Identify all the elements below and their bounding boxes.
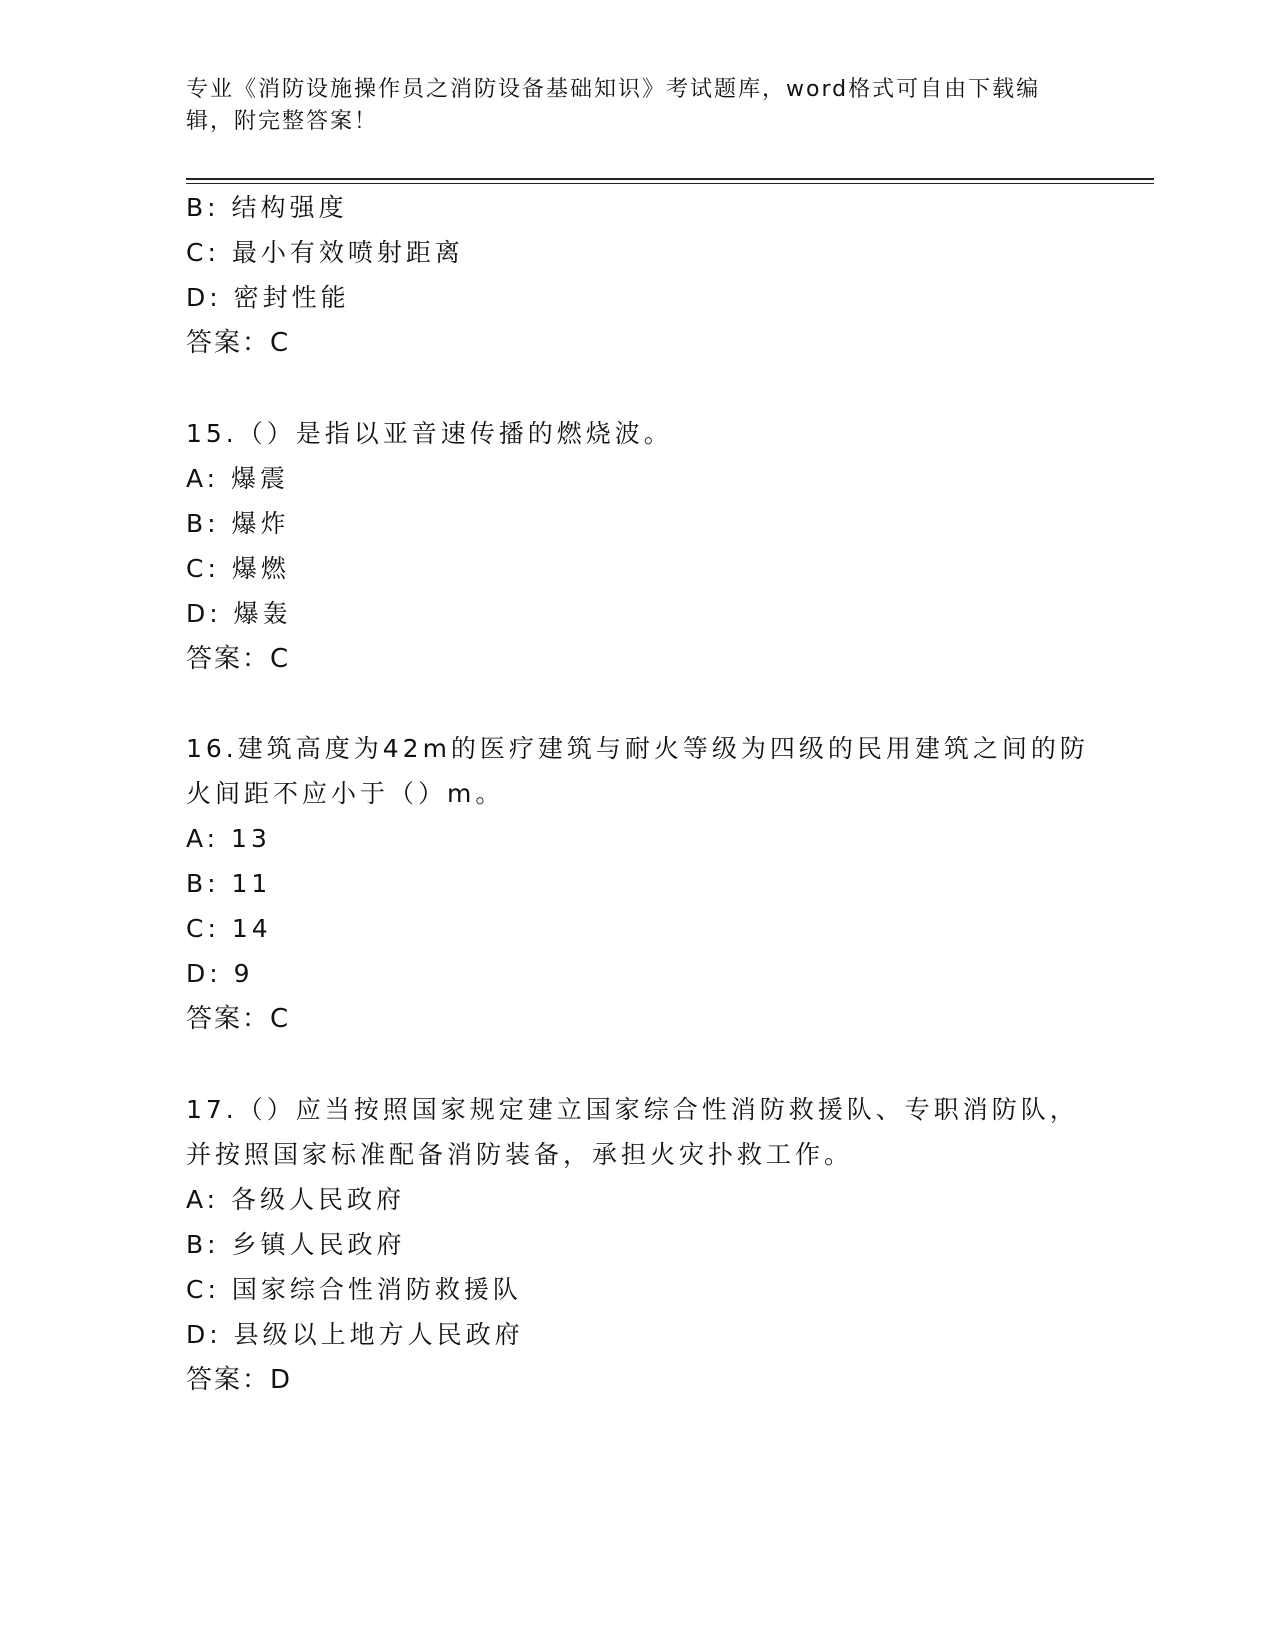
q16-option-d: D: 9 <box>186 959 254 988</box>
q15-option-c: C: 爆燃 <box>186 554 290 583</box>
q16-option-a: A: 13 <box>186 824 271 853</box>
document-header: 专业《消防设施操作员之消防设备基础知识》考试题库，word格式可自由下载编辑，附完整答案！ <box>186 77 1041 134</box>
q14-option-b: B: 结构强度 <box>186 193 348 222</box>
q15-option-a: A: 爆震 <box>186 464 290 493</box>
q17-answer: 答案：D <box>186 1365 293 1395</box>
q16-stem-line2: 火间距不应小于（）m。 <box>186 779 505 808</box>
q16-option-b: B: 11 <box>186 869 272 898</box>
q17-stem-line1: 17.（）应当按照国家规定建立国家综合性消防救援队、专职消防队， <box>186 1095 1079 1124</box>
q14-option-d: D: 密封性能 <box>186 283 350 312</box>
q17-option-a: A: 各级人民政府 <box>186 1185 406 1214</box>
q15-option-b: B: 爆炸 <box>186 509 290 538</box>
q17-stem-line2: 并按照国家标准配备消防装备，承担火灾扑救工作。 <box>186 1140 854 1169</box>
header-divider <box>186 178 1154 184</box>
q16-stem-line1: 16.建筑高度为42m的医疗建筑与耐火等级为四级的民用建筑之间的防 <box>186 734 1089 763</box>
q17-option-c: C: 国家综合性消防救援队 <box>186 1275 522 1304</box>
q15-option-d: D: 爆轰 <box>186 599 292 628</box>
q16-answer: 答案：C <box>186 1004 291 1034</box>
q16-option-c: C: 14 <box>186 914 272 943</box>
q17-option-b: B: 乡镇人民政府 <box>186 1230 406 1259</box>
q15-stem: 15.（）是指以亚音速传播的燃烧波。 <box>186 419 673 448</box>
q14-answer: 答案：C <box>186 328 291 358</box>
q15-answer: 答案：C <box>186 644 291 674</box>
q14-option-c: C: 最小有效喷射距离 <box>186 238 464 267</box>
q17-option-d: D: 县级以上地方人民政府 <box>186 1320 524 1349</box>
